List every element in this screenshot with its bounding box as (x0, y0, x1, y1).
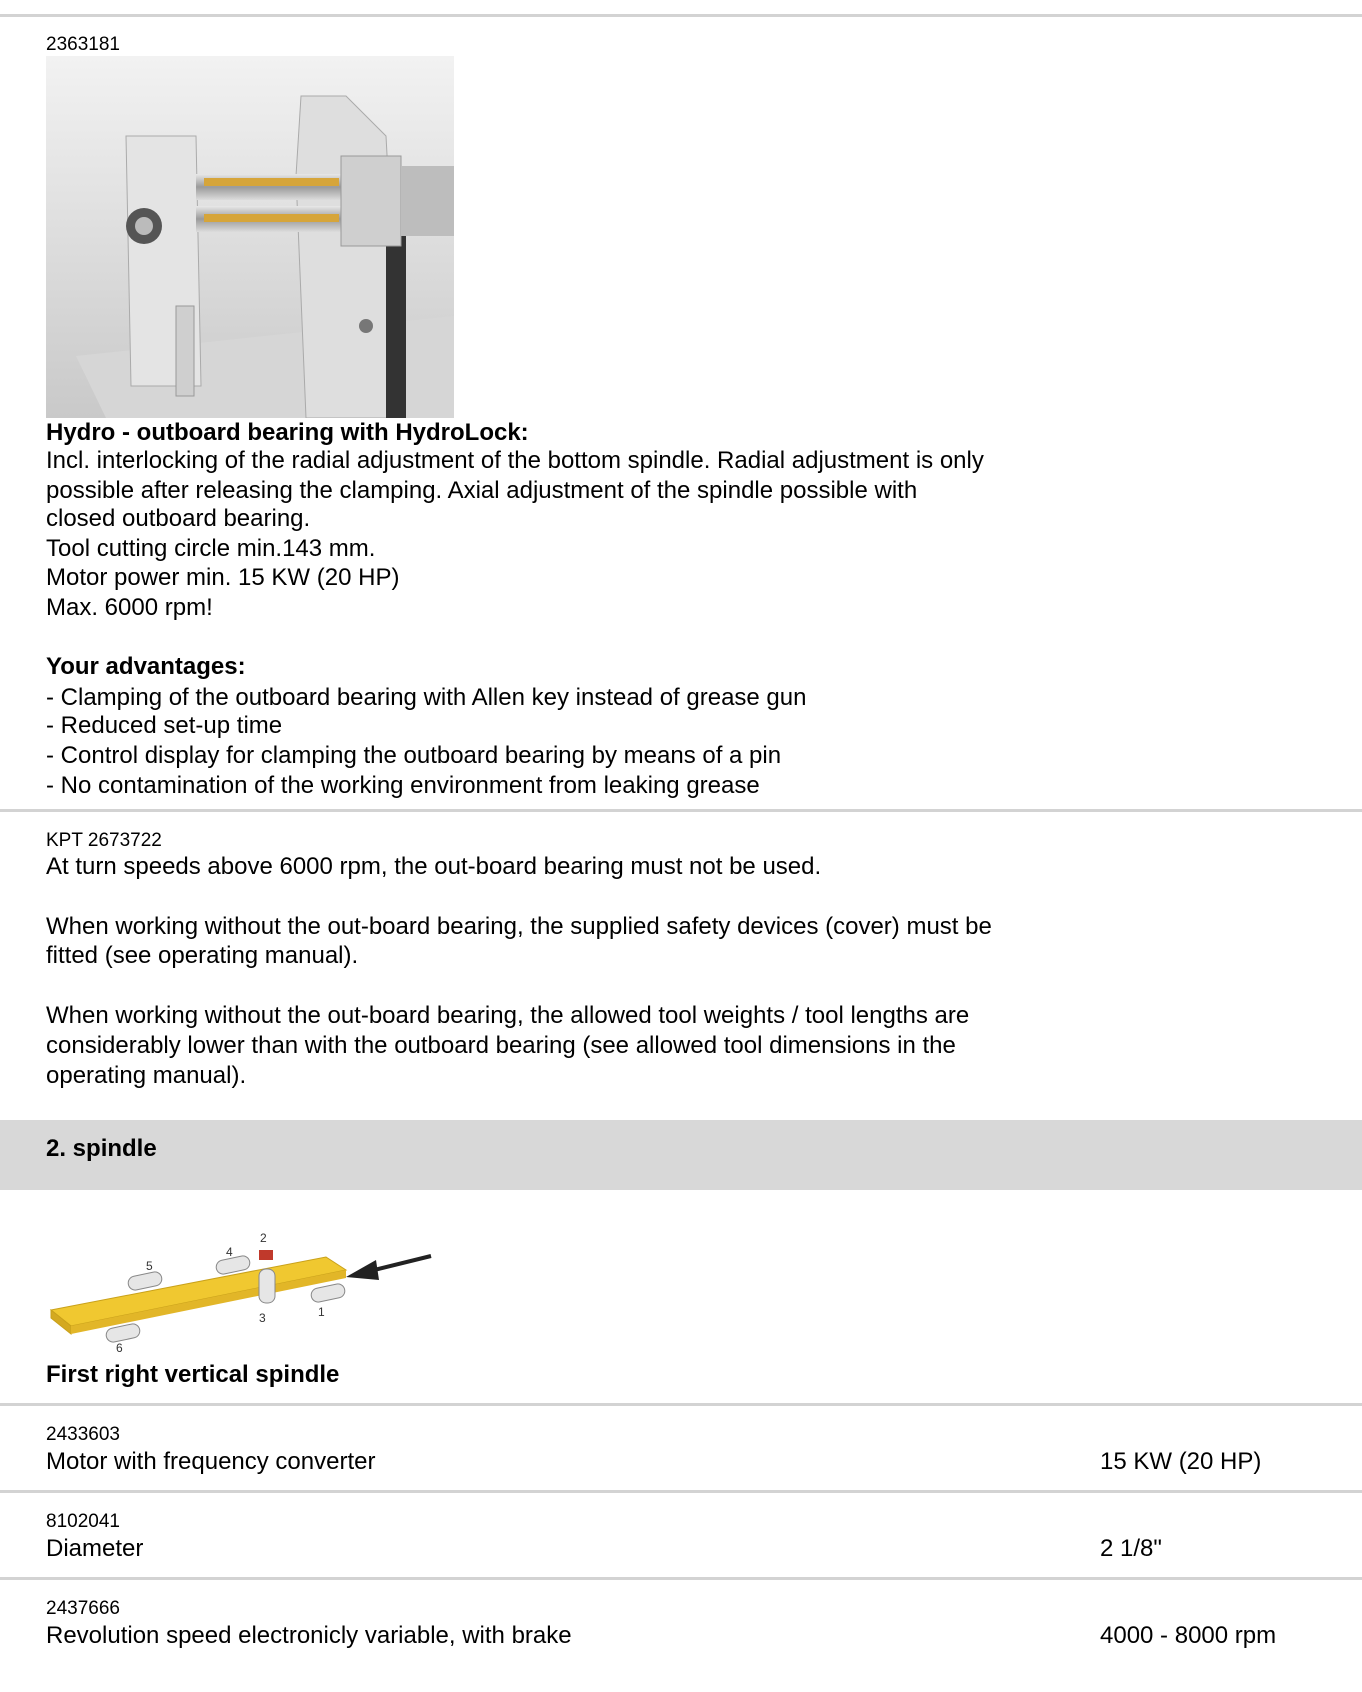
spec-label: Motor with frequency converter (46, 1448, 376, 1475)
spec-value: 4000 - 8000 rpm (1100, 1622, 1277, 1649)
article-code: 2363181 (46, 34, 120, 55)
spec-value: 15 KW (20 HP) (1100, 1448, 1262, 1475)
product-heading: Hydro - outboard bearing with HydroLock: (46, 419, 529, 446)
section-header (0, 1120, 1362, 1190)
description-line: Incl. interlocking of the radial adjustment of the bottom spindle. Radial adjustment is only (46, 447, 984, 474)
note-paragraph: fitted (see operating manual). (46, 942, 359, 969)
note-paragraph: At turn speeds above 6000 rpm, the out-board bearing must not be used. (46, 853, 822, 880)
description-line: Tool cutting circle min.143 mm. (46, 535, 376, 562)
article-code: 2433603 (46, 1424, 120, 1445)
diagram-label: 1 (318, 1305, 325, 1319)
diagram-label: 6 (116, 1341, 123, 1352)
divider (0, 809, 1362, 812)
article-code: KPT 2673722 (46, 830, 162, 851)
diagram-label: 2 (260, 1231, 267, 1245)
divider (0, 14, 1362, 17)
divider (0, 1577, 1362, 1580)
advantage-item: - Reduced set-up time (46, 712, 283, 739)
article-code: 2437666 (46, 1598, 120, 1619)
spindle-position-diagram (46, 1222, 436, 1352)
note-paragraph: When working without the out-board bearing, the supplied safety devices (cover) must be (46, 913, 992, 940)
note-paragraph: operating manual). (46, 1062, 247, 1089)
advantages-heading: Your advantages: (46, 653, 246, 680)
description-line: Max. 6000 rpm! (46, 594, 213, 621)
description-line: possible after releasing the clamping. Axial adjustment of the spindle possible with (46, 477, 918, 504)
outboard-bearing-photo (46, 56, 454, 418)
diagram-label: 4 (226, 1245, 233, 1259)
advantage-item: - No contamination of the working environment from leaking grease (46, 772, 760, 799)
diagram-label: 5 (146, 1259, 153, 1273)
divider (0, 1403, 1362, 1406)
advantage-item: - Control display for clamping the outboard bearing by means of a pin (46, 742, 782, 769)
spec-label: Diameter (46, 1535, 144, 1562)
spec-label: Revolution speed electronicly variable, with brake (46, 1622, 572, 1649)
divider (0, 1490, 1362, 1493)
diagram-caption: First right vertical spindle (46, 1361, 340, 1388)
spec-value: 2 1/8" (1100, 1535, 1162, 1562)
article-code: 8102041 (46, 1511, 120, 1532)
note-paragraph: considerably lower than with the outboard bearing (see allowed tool dimensions in the (46, 1032, 956, 1059)
note-paragraph: When working without the out-board bearing, the allowed tool weights / tool lengths are (46, 1002, 970, 1029)
section-title: 2. spindle (46, 1135, 157, 1162)
description-line: closed outboard bearing. (46, 505, 311, 532)
diagram-label: 3 (259, 1311, 266, 1325)
advantage-item: - Clamping of the outboard bearing with Allen key instead of grease gun (46, 684, 807, 711)
description-line: Motor power min. 15 KW (20 HP) (46, 564, 400, 591)
